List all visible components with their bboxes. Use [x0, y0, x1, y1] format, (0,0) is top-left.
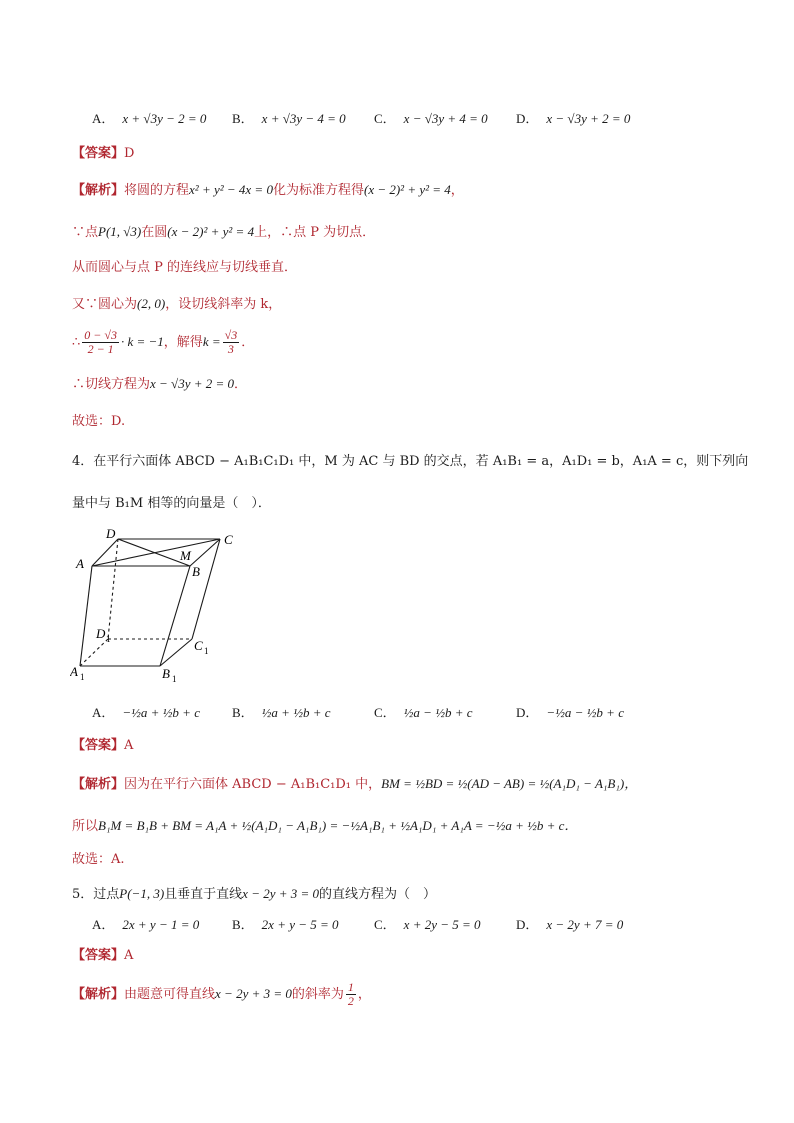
q5-option-d: D． x − 2y + 7 = 0 — [516, 917, 624, 932]
q3-answer: 【答案】D — [72, 146, 135, 161]
label-d1: D — [96, 626, 106, 641]
q3-option-a: A． x + √3y − 2 = 0 — [92, 111, 207, 126]
label-b1-sub: 1 — [172, 674, 177, 684]
label-a1-sub: 1 — [80, 672, 85, 682]
edge-da — [92, 539, 118, 566]
q4-answer: 【答案】A — [72, 738, 134, 753]
q3-option-c: C． x − √3y + 4 = 0 — [374, 111, 488, 126]
label-d: D — [106, 528, 116, 541]
label-a: A — [76, 556, 84, 571]
q3-analysis-line-2: ∵点P(1, √3)在圆(x − 2)² + y² = 4上，∴点 P 为切点． — [72, 224, 376, 240]
q5-analysis-line-1: 【解析】由题意可得直线x − 2y + 3 = 0的斜率为 $\frac{1}{2}$ ， — [72, 980, 371, 1008]
q3-analysis-line-1: 【解析】将圆的方程x² + y² − 4x = 0化为标准方程得(x − 2)² + y² = 4， — [72, 182, 464, 198]
q4-option-b: B． ½a + ½b + c — [232, 705, 331, 720]
q3-option-b: B． x + √3y − 4 = 0 — [232, 111, 346, 126]
q4-stem-line-2: 量中与 B₁M 相等的向量是（ ）． — [72, 496, 271, 511]
label-b1: B — [162, 666, 170, 681]
q4-analysis-line-2: 所以B₁M = B₁B + BM = A₁A + ½(A₁D₁ − A₁B₁) = −½A₁B₁ + ½A₁D₁ + A₁A = −½a + ½b + c． — [72, 818, 578, 834]
q4-stem-line-1: 4．在平行六面体 ABCD − A₁B₁C₁D₁ 中，M 为 AC 与 BD 的交点，若 A₁B₁ = a，A₁D₁ = b，A₁A = c，则下列向 — [72, 454, 749, 469]
q5-option-b: B． 2x + y − 5 = 0 — [232, 917, 339, 932]
q3-analysis-line-6: ∴切线方程为x − √3y + 2 = 0． — [72, 376, 248, 392]
q5-option-a: A． 2x + y − 1 = 0 — [92, 917, 200, 932]
q3-analysis-line-3: 从而圆心与点 P 的连线应与切线垂直． — [72, 260, 298, 275]
label-d1-sub: 1 — [106, 634, 111, 644]
edge-bc — [190, 539, 220, 566]
label-c1-sub: 1 — [204, 646, 209, 656]
q4-conclusion: 故选：A. — [72, 852, 125, 867]
edge-d1a1-hidden — [80, 639, 108, 666]
label-b: B — [192, 564, 200, 579]
label-a1: A — [70, 664, 78, 679]
q4-option-d: D． −½a − ½b + c — [516, 705, 624, 720]
edge-cc1 — [192, 539, 220, 639]
label-m: M — [180, 548, 191, 563]
q3-option-d: D． x − √3y + 2 = 0 — [516, 111, 631, 126]
edge-bb1 — [160, 566, 190, 666]
label-c: C — [224, 532, 233, 547]
q5-option-c: C． x + 2y − 5 = 0 — [374, 917, 481, 932]
edge-dd1-hidden — [108, 539, 118, 639]
q3-analysis-line-5: ∴ $\frac{0 - √3}{2 - 1}$ · k = −1，解得k = $\frac{√3}{3}$ ． — [72, 328, 255, 356]
q3-conclusion: 故选：D. — [72, 414, 126, 429]
edge-b1c1 — [160, 639, 192, 666]
q4-option-a: A． −½a + ½b + c — [92, 705, 200, 720]
q4-option-c: C． ½a − ½b + c — [374, 705, 473, 720]
q5-stem: 5．过点P(−1, 3)且垂直于直线x − 2y + 3 = 0的直线方程为（ ） — [72, 886, 437, 902]
edge-aa1 — [80, 566, 92, 666]
q4-analysis-line-1: 【解析】因为在平行六面体 ABCD − A₁B₁C₁D₁ 中，BM = ½BD = ½(AD − AB) = ½(A₁D₁ − A₁B₁)， — [72, 776, 638, 792]
parallelepiped-figure — [70, 528, 240, 686]
q5-answer: 【答案】A — [72, 948, 134, 963]
q3-analysis-line-4: 又∵圆心为(2, 0)，设切线斜率为 k， — [72, 296, 282, 312]
diagonal-ac — [92, 539, 220, 566]
label-c1: C — [194, 638, 203, 653]
